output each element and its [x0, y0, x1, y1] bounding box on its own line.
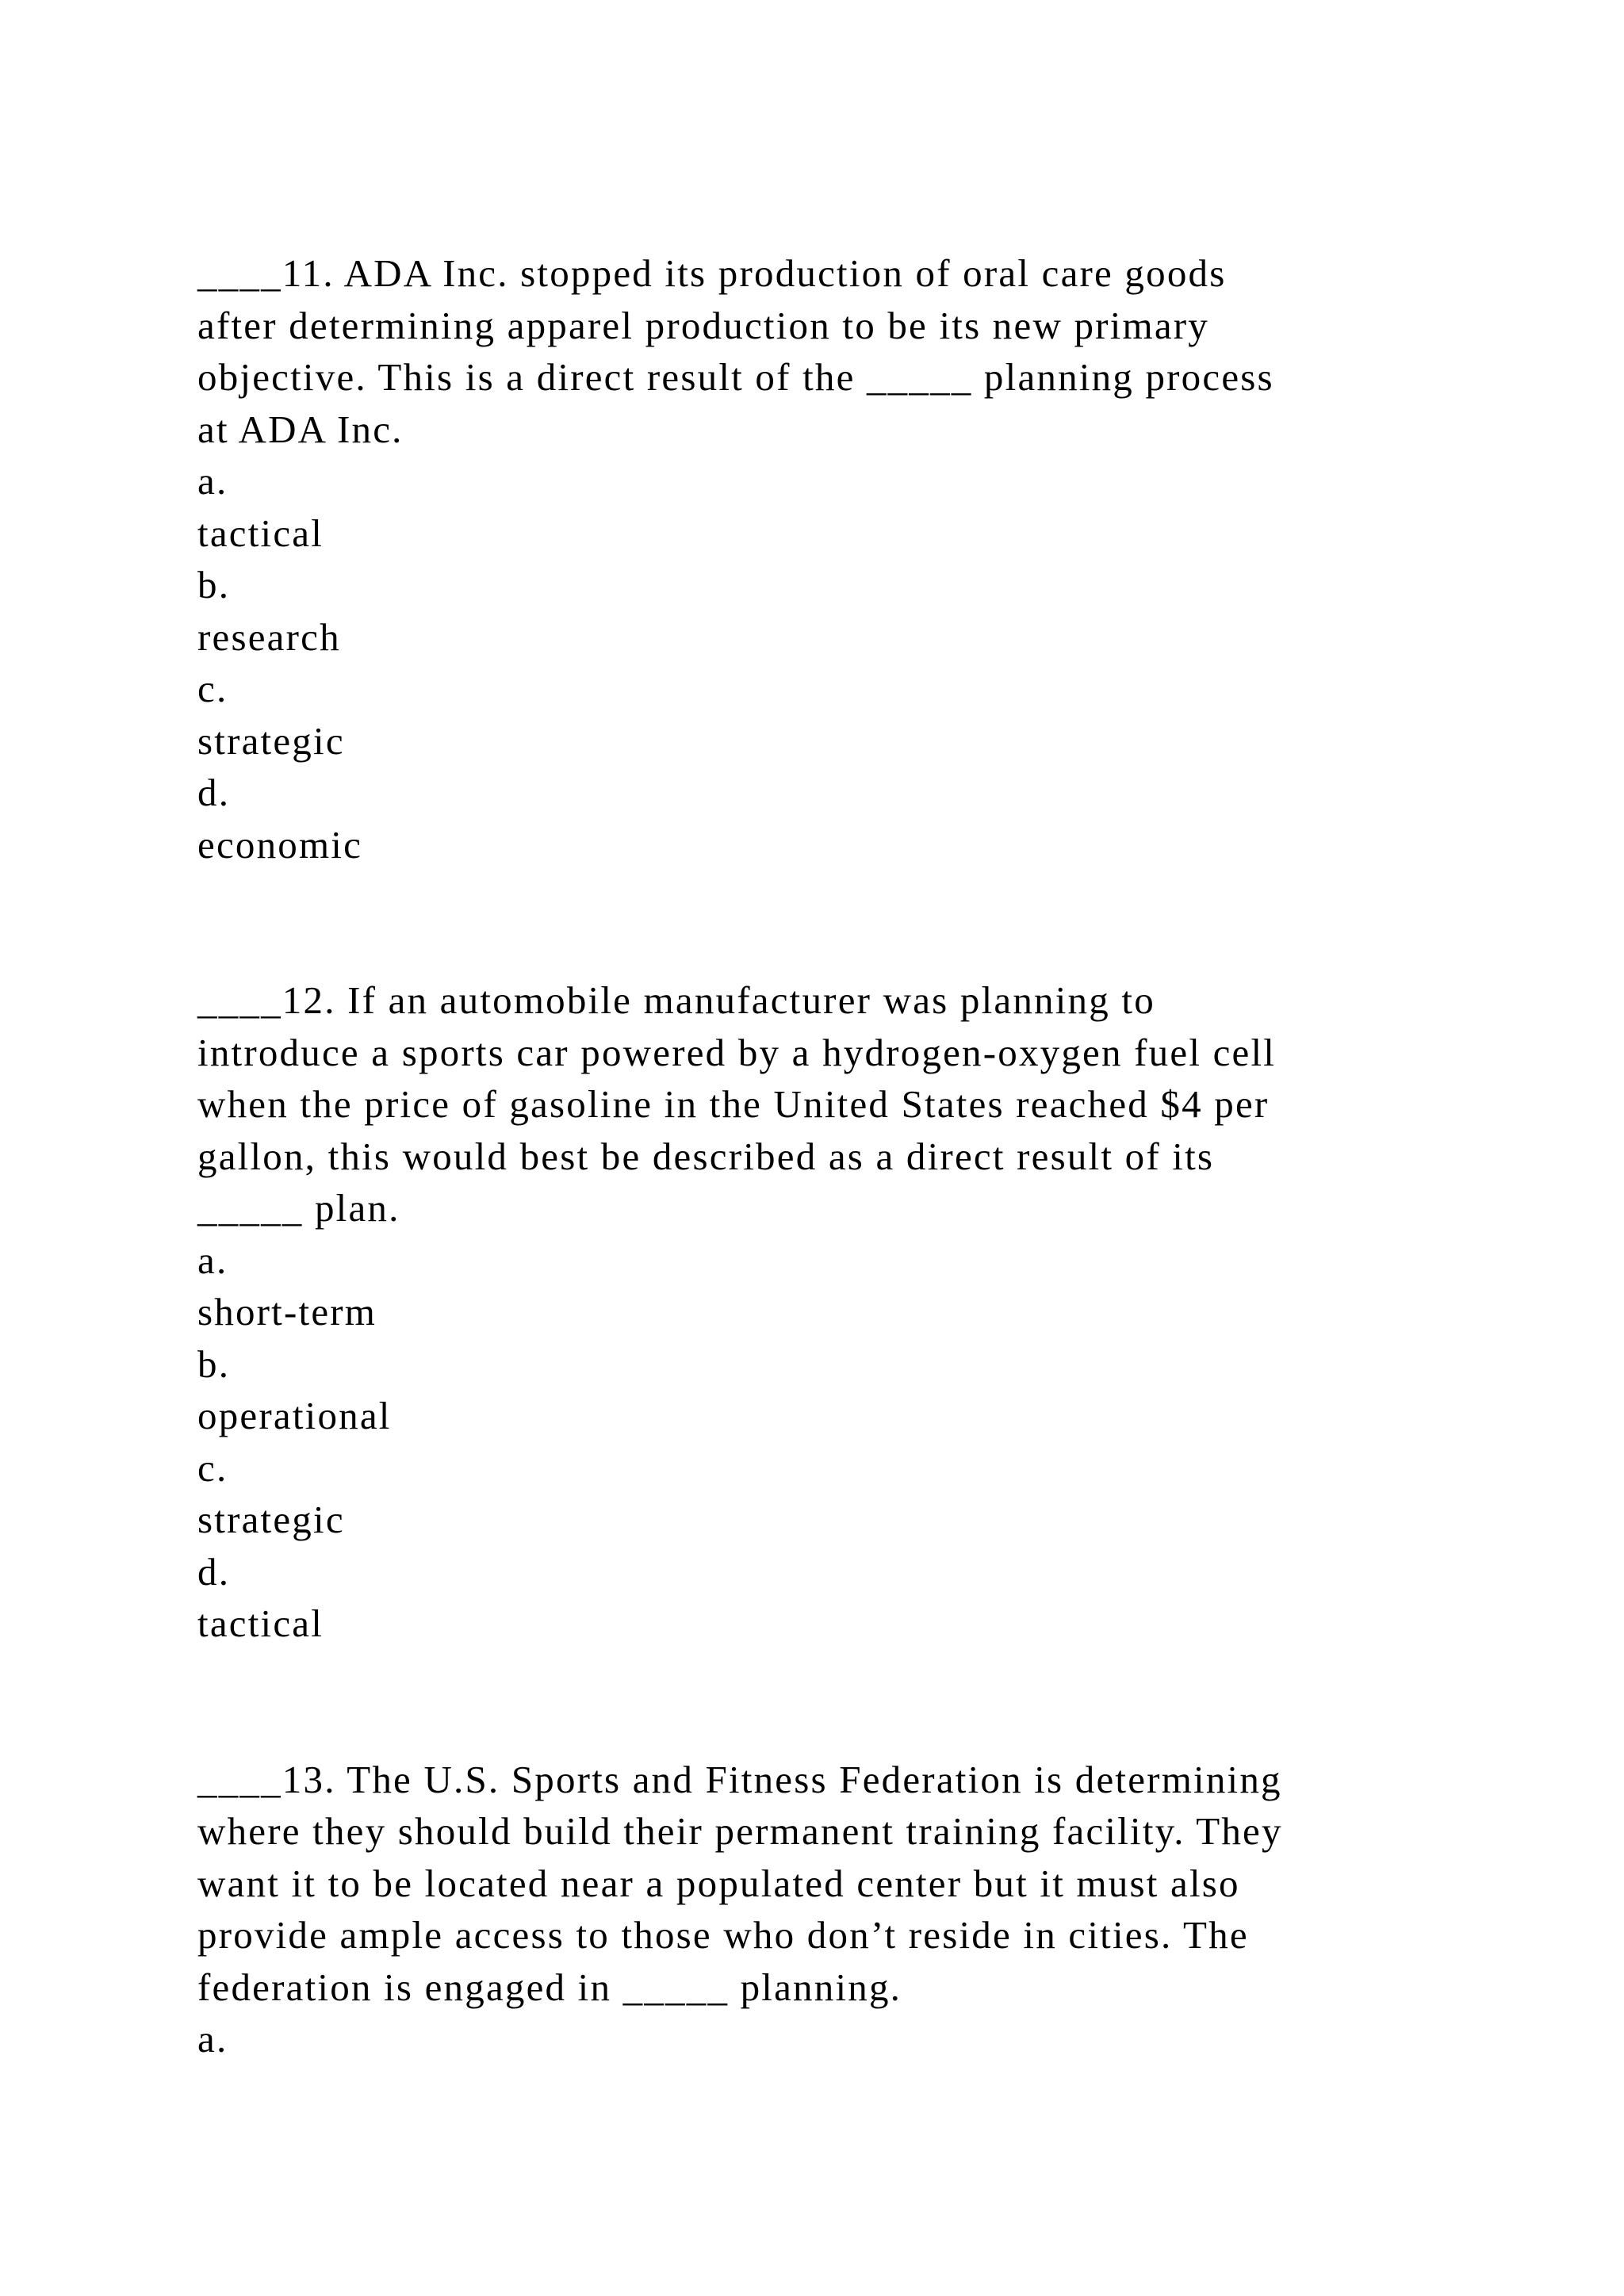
option-text-a: short-term	[197, 1290, 377, 1334]
question-11-line-4: at ADA Inc.	[197, 407, 404, 451]
question-13-line-1: ____13. The U.S. Sports and Fitness Federation is determining	[197, 1757, 1282, 1801]
option-text-c: strategic	[197, 1498, 345, 1541]
question-13-line-3: want it to be located near a populated center but it must also	[197, 1861, 1240, 1905]
question-11-line-3: objective. This is a direct result of the _____ planning process	[197, 355, 1274, 399]
question-11	[197, 247, 1466, 871]
option-letter-d: d.	[197, 771, 231, 814]
question-12-line-2: introduce a sports car powered by a hydrogen-oxygen fuel cell	[197, 1030, 1277, 1074]
question-12-line-4: gallon, this would best be described as a direct result of its	[197, 1134, 1215, 1178]
question-spacer	[197, 871, 1466, 974]
option-text-d: economic	[197, 822, 363, 867]
question-12-line-3: when the price of gasoline in the United States reached $4 per	[197, 1082, 1270, 1126]
question-12	[197, 974, 1466, 1650]
question-12-line-5: _____ plan.	[197, 1186, 400, 1230]
question-13-line-4: provide ample access to those who don’t reside in cities. The	[197, 1913, 1249, 1957]
question-spacer	[197, 1650, 1466, 1754]
document-content	[197, 247, 1466, 2065]
option-letter-a: a.	[197, 2017, 228, 2061]
question-11-line-2: after determining apparel production to be its new primary	[197, 303, 1209, 347]
option-text-b: operational	[197, 1394, 392, 1437]
option-letter-c: c.	[197, 667, 228, 710]
option-letter-b: b.	[197, 563, 231, 607]
option-text-d: tactical	[197, 1601, 324, 1645]
option-text-c: strategic	[197, 718, 345, 763]
option-letter-d: d.	[197, 1549, 231, 1594]
question-12-line-1: ____12. If an automobile manufacturer was planning to	[197, 978, 1155, 1022]
option-letter-a: a.	[197, 1238, 228, 1282]
question-11-line-1: ____11. ADA Inc. stopped its production of oral care goods	[197, 251, 1227, 295]
option-letter-b: b.	[197, 1341, 231, 1386]
option-letter-c: c.	[197, 1445, 228, 1490]
question-13-line-2: where they should build their permanent training facility. They	[197, 1809, 1283, 1853]
option-text-b: research	[197, 614, 341, 659]
question-13-line-5: federation is engaged in _____ planning.	[197, 1965, 902, 2009]
option-text-a: tactical	[197, 511, 324, 555]
question-13	[197, 1754, 1466, 2065]
option-letter-a: a.	[197, 459, 228, 503]
